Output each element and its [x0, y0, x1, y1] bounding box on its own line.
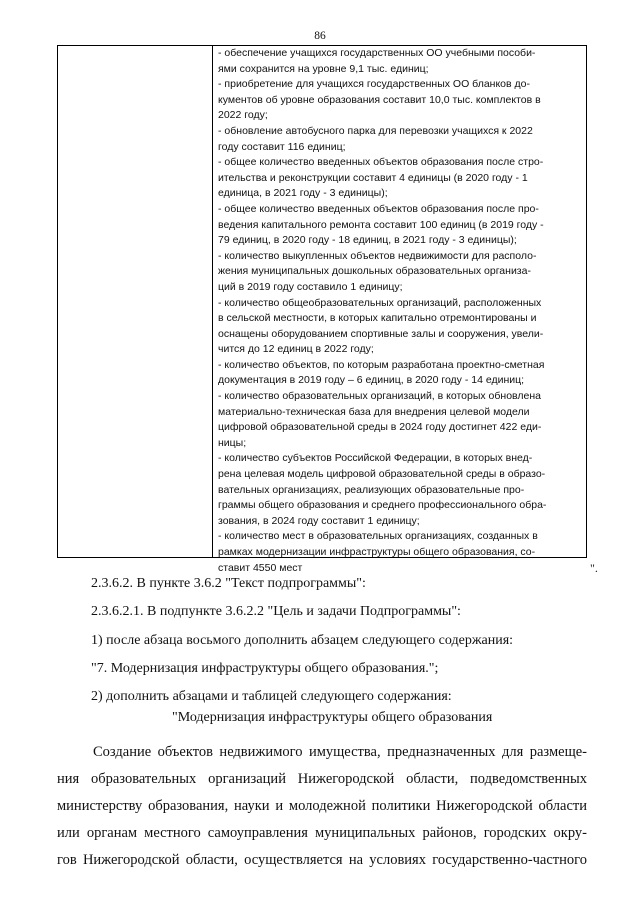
table-text-line: - обеспечение учащихся государственных ОО учебными пособи- — [218, 47, 536, 59]
table-text-line: цифровой образовательной среды в 2024 году достигнет 422 еди- — [218, 421, 542, 434]
body-line: ния образовательных организаций Нижегородской области, подведомственных — [57, 771, 587, 787]
table-cell-right — [213, 46, 586, 574]
table-text-line: году составит 116 единиц; — [218, 140, 346, 153]
table-text-line: чится до 12 единиц в 2022 году; — [218, 343, 374, 356]
table-text-line: зования, в 2024 году составит 1 единицу; — [218, 514, 420, 527]
table-text-line: ительства и реконструкции составит 4 единицы (в 2020 году - 1 — [218, 171, 528, 184]
table-text-line: - количество общеобразовательных организаций, расположенных — [218, 296, 542, 309]
table-text-line: жения муниципальных дошкольных образовательных организа- — [218, 265, 531, 278]
table-text-line: - количество объектов, по которым разработана проектно-сметная — [218, 358, 545, 371]
table-text-line: - приобретение для учащихся государственных ОО бланков до- — [218, 78, 530, 91]
paragraph-item-2: 2) дополнить абзацами и таблицей следующего содержания: — [91, 689, 452, 704]
body-line: Создание объектов недвижимого имущества, предназначенных для размеще- — [93, 744, 587, 760]
table-text-line: - количество мест в образовательных организациях, созданных в — [218, 530, 538, 543]
table-cell-left-empty — [58, 46, 213, 557]
table-text-line: - количество образовательных организаций, в которых обновлена — [218, 390, 541, 403]
table-text-line: - количество выкупленных объектов недвижимости для располо- — [218, 249, 537, 262]
table-text-line: - обновление автобусного парка для перевозки учащихся к 2022 — [218, 124, 533, 137]
table-text-line: 2022 году; — [218, 109, 268, 122]
table-text-line: ведения капитального ремонта составит 100 единиц (в 2019 году - — [218, 218, 544, 231]
paragraph-2-3-6-2-1: 2.3.6.2.1. В подпункте 3.6.2.2 "Цель и задачи Подпрограммы": — [91, 604, 461, 619]
table-text-line: кументов об уровне образования составит 10,0 тыс. комплектов в — [218, 93, 541, 106]
indicators-table — [57, 45, 587, 574]
table-text-line: 79 единиц, в 2020 году - 18 единиц, в 2021 году - 3 единицы); — [218, 234, 517, 247]
closing-quote: ". — [590, 561, 598, 575]
table-text-line: ций в 2019 году составило 1 единицу; — [218, 280, 403, 293]
table-text-line: - количество субъектов Российской Федерации, в которых внед- — [218, 452, 533, 465]
table-text-line: рамках модернизации инфраструктуры общего образования, со- — [218, 546, 536, 558]
table-text-line: в сельской местности, в которых капитально отремонтированы и — [218, 312, 537, 325]
table-text-line: документация в 2019 году – 6 единиц, в 2020 году - 14 единиц; — [218, 374, 525, 387]
table-text-line: оснащены оборудованием спортивные залы и сооружения, увели- — [218, 327, 544, 340]
body-line: гов Нижегородской области, осуществляется на условиях государственно-частного — [57, 852, 587, 868]
table-text-line: ницы; — [218, 436, 247, 449]
table-text-line: граммы общего образования и среднего профессионального обра- — [218, 499, 547, 512]
table-text-line: рена целевая модель цифровой образовательной среды в образо- — [218, 468, 546, 481]
paragraph-quoted-item-7: "7. Модернизация инфраструктуры общего образования."; — [91, 661, 439, 676]
body-line: министерству образования, науки и молодежной политики Нижегородской области — [57, 798, 587, 814]
table-text-line: - общее количество введенных объектов образования после про- — [218, 202, 539, 215]
body-line: или органам местного самоуправления муниципальных районов, городских окру- — [57, 825, 587, 841]
page-number: 86 — [314, 30, 326, 42]
paragraph-2-3-6-2: 2.3.6.2. В пункте 3.6.2 "Текст подпрограммы": — [91, 576, 366, 591]
table-text-line: ставит 4550 мест — [218, 561, 303, 574]
table-text-line: единица, в 2021 году - 3 единицы); — [218, 187, 388, 200]
section-heading: "Модернизация инфраструктуры общего образования — [172, 710, 493, 725]
paragraph-item-1: 1) после абзаца восьмого дополнить абзацем следующего содержания: — [91, 633, 514, 648]
table-text-line: вательных организациях, реализующих образовательные про- — [218, 483, 525, 496]
table-text-line: ями сохранится на уровне 9,1 тыс. единиц; — [218, 62, 429, 75]
table-text-line: - общее количество введенных объектов образования после стро- — [218, 156, 544, 169]
table-text-line: материально-техническая база для внедрения целевой модели — [218, 405, 530, 418]
